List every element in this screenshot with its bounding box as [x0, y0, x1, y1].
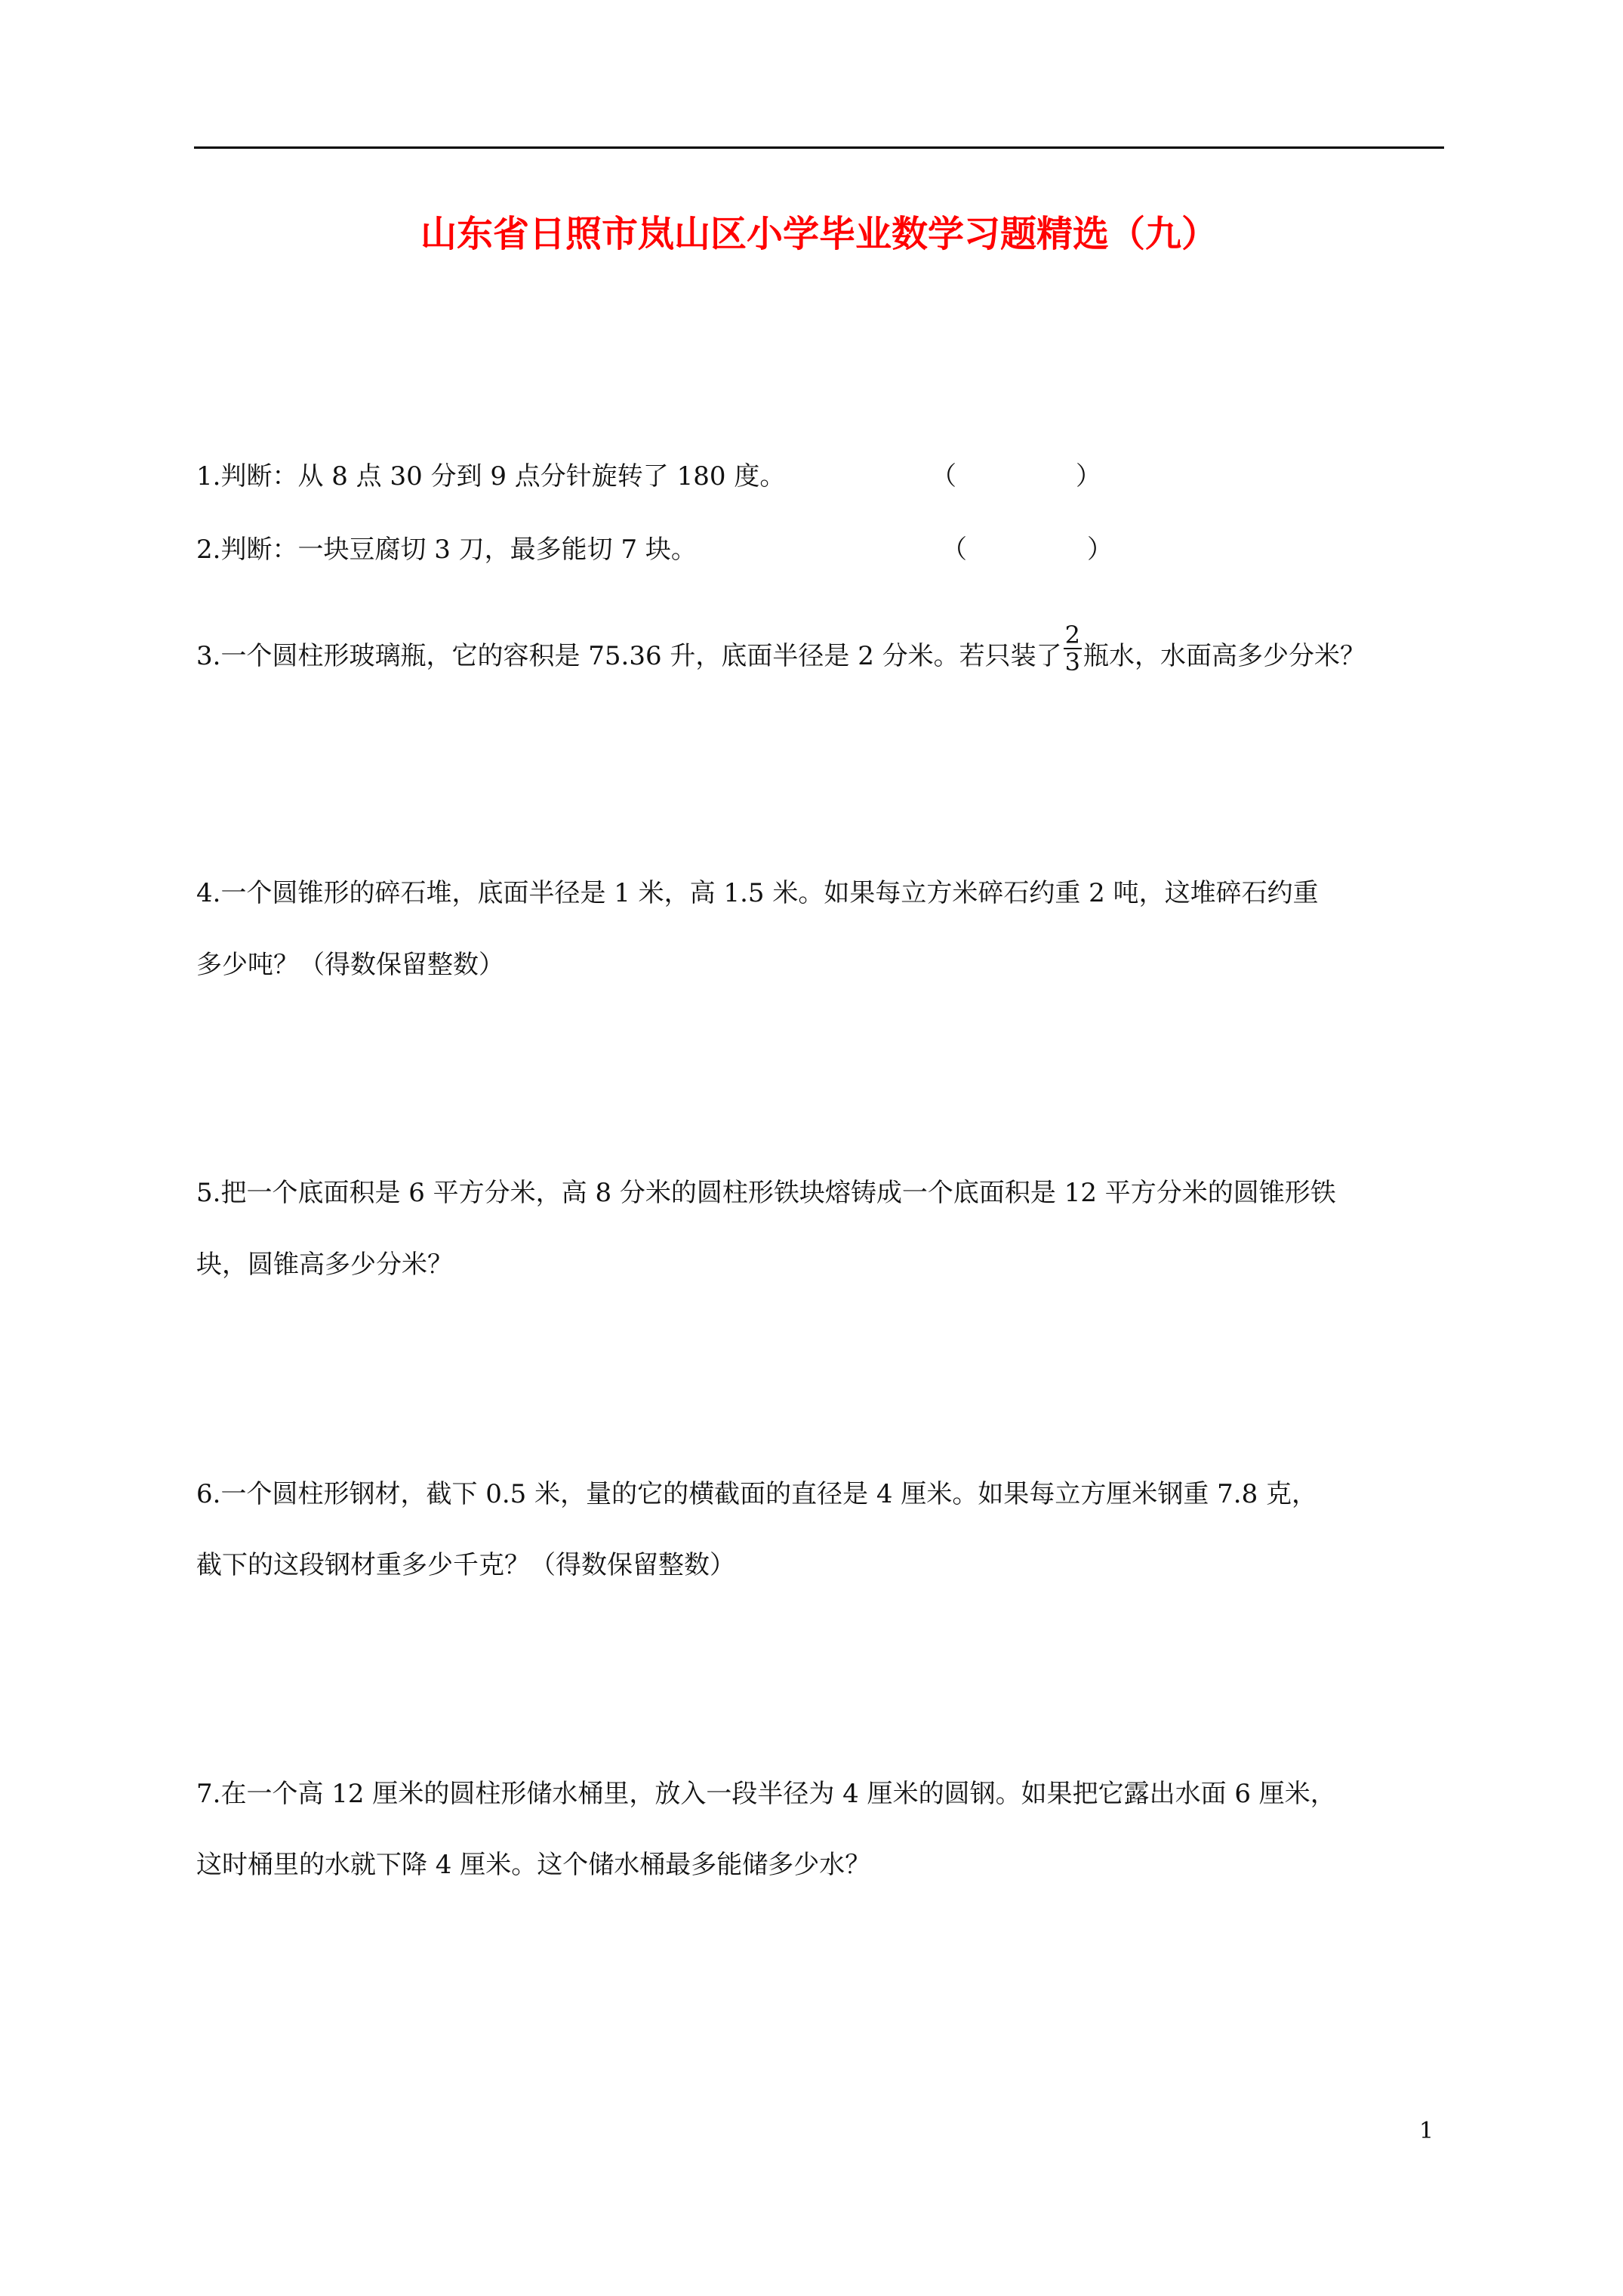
- question-5-line-1: 5.把一个底面积是 6 平方分米，高 8 分米的圆柱形铁块熔铸成一个底面积是 12 平方分米的圆锥形铁: [196, 1178, 1336, 1208]
- answer-paren-open-1: （: [931, 461, 956, 492]
- question-4-line-1: 4.一个圆锥形的碎石堆，底面半径是 1 米，高 1.5 米。如果每立方米碎石约重 2 吨，这堆碎石约重: [196, 878, 1319, 908]
- answer-paren-close-1: ）: [1076, 461, 1101, 492]
- question-5-line-2: 块，圆锥高多少分米？: [196, 1250, 453, 1280]
- fraction-numerator: 2: [1064, 621, 1080, 649]
- answer-paren-close-2: ）: [1087, 535, 1113, 565]
- page-title: 山东省日照市岚山区小学毕业数学习题精选（九）: [420, 213, 1218, 255]
- page-number: 1: [1419, 2118, 1434, 2144]
- question-4-line-2: 多少吨？（得数保留整数）: [196, 950, 504, 980]
- question-2: 2.判断：一块豆腐切 3 刀，最多能切 7 块。: [196, 535, 697, 565]
- question-6-line-1: 6.一个圆柱形钢材，截下 0.5 米，量的它的横截面的直径是 4 厘米。如果每立方厘米钢重 7.8 克，: [196, 1479, 1318, 1509]
- question-3: [196, 621, 1366, 684]
- question-6-line-2: 截下的这段钢材重多少千克？（得数保留整数）: [196, 1550, 735, 1580]
- question-7-line-1: 7.在一个高 12 厘米的圆柱形储水桶里，放入一段半径为 4 厘米的圆钢。如果把它露出水面 6 厘米，: [196, 1779, 1336, 1809]
- question-7-line-2: 这时桶里的水就下降 4 厘米。这个储水桶最多能储多少水？: [196, 1850, 871, 1880]
- question-1: 1.判断：从 8 点 30 分到 9 点分针旋转了 180 度。: [196, 461, 786, 492]
- question-3-text-before: 3.一个圆柱形玻璃瓶，它的容积是 75.36 升，底面半径是 2 分米。若只装了: [196, 641, 1062, 671]
- answer-paren-open-2: （: [941, 535, 967, 565]
- fraction-denominator: 3: [1064, 648, 1080, 676]
- question-3-text-after: 瓶水，水面高多少分米？: [1083, 641, 1366, 671]
- fraction-two-thirds: [1064, 622, 1082, 675]
- header-rule: [194, 146, 1444, 149]
